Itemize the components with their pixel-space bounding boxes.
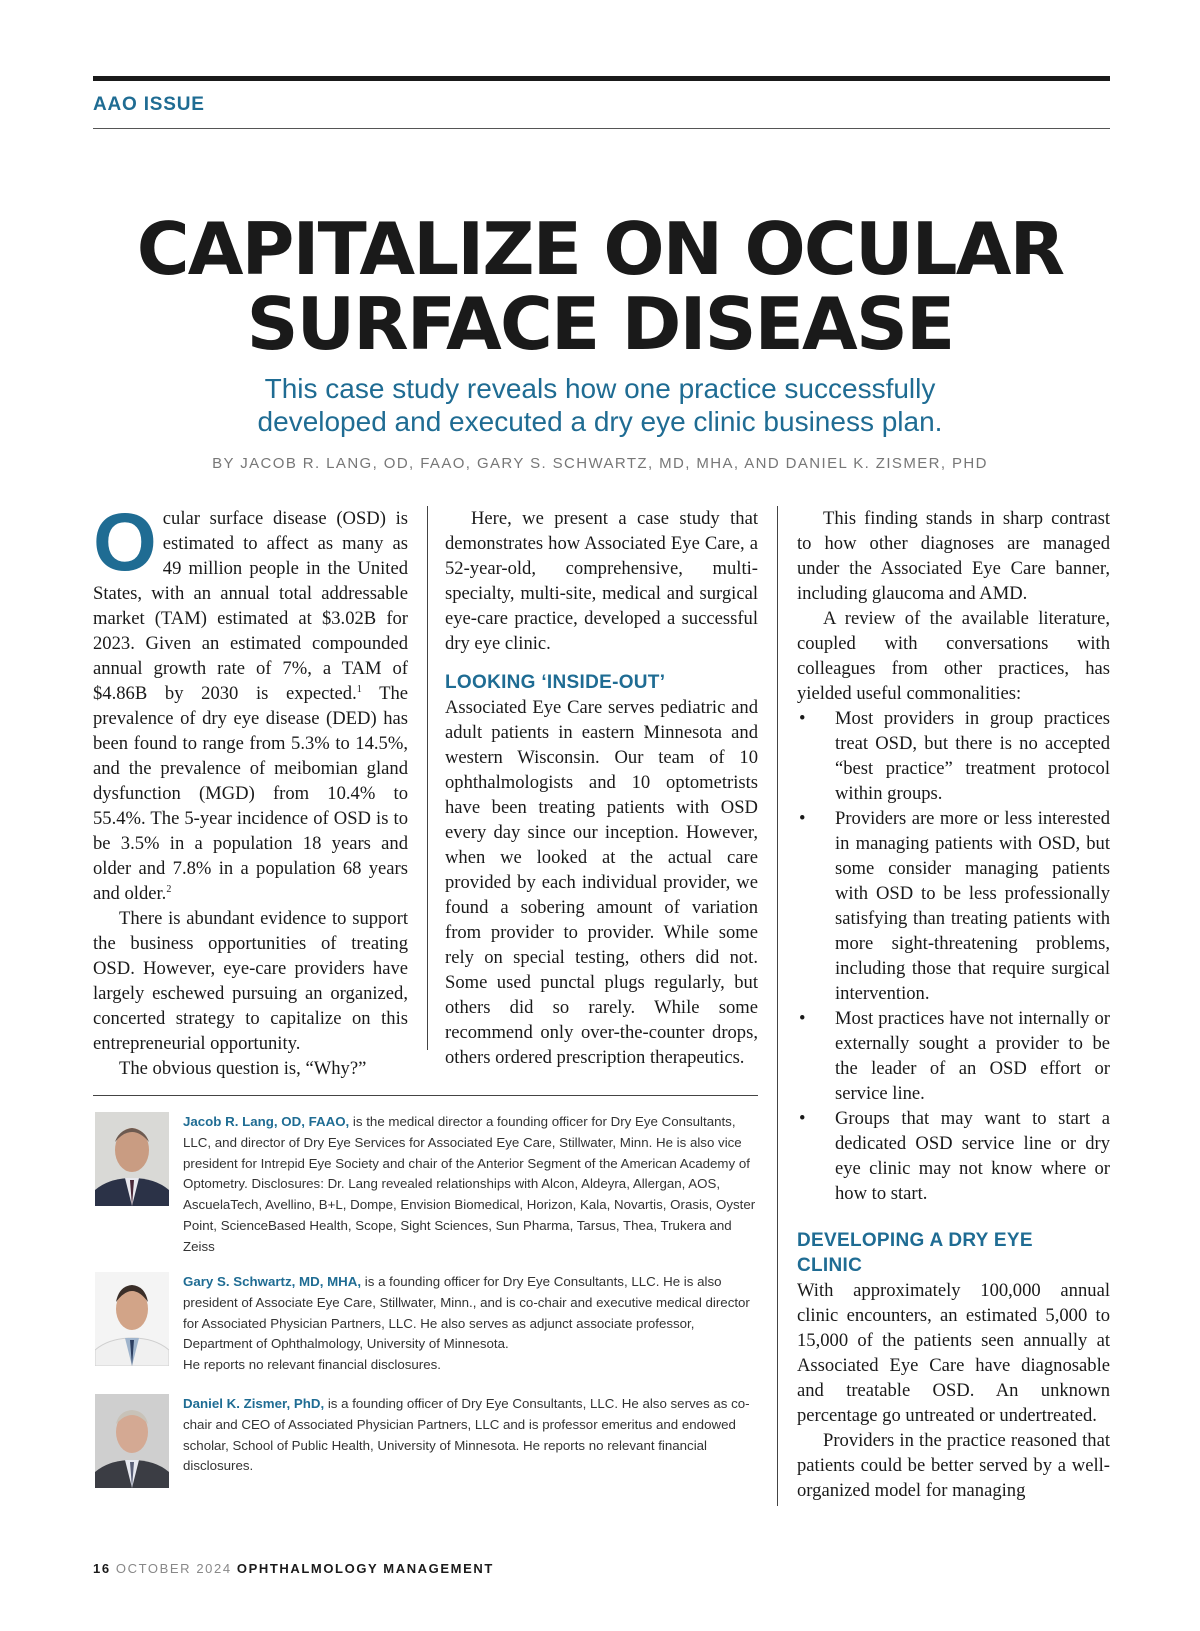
author-name: Daniel K. Zismer, PhD, [183,1396,325,1411]
paragraph-text: cular surface disease (OSD) is estimated to affect as many as 49 million people in the United States, with an annual total addressable market (TAM) estimated at $3.02B for 2023. Given an estimated compounded annual growth rate of 7%, a TAM of $4.86B by 2030 is expected. [93,508,408,704]
bio-text [183,1394,758,1477]
subtitle-line-1: This case study reveals how one practice successfully [264,373,936,404]
author-name: Jacob R. Lang, OD, FAAO, [183,1114,350,1129]
bio-body: is a founding officer of Dry Eye Consultants, LLC. He also serves as co-chair and CEO of Associated Physician Partners, LLC and is professor emeritus and endowed scholar, School of Public Health, University of Minnesota. He reports no relevant financial disclosures. [183,1396,750,1474]
paragraph: This finding stands in sharp contrast to how other diagnoses are managed under the Associated Eye Care banner, including glaucoma and AMD. [797,508,1110,604]
bio-text [183,1112,758,1258]
header-divider [93,128,1110,129]
bullet-list [797,706,1110,1206]
list-item: • Most practices have not internally or externally sought a provider to be the leader of an OSD effort or service line. [797,1006,1110,1106]
section-heading [797,1228,1110,1278]
bio-body: is the medical director a founding officer for Dry Eye Consultants, LLC, and director of Dry Eye Services for Associated Eye Care, Stillwater, Minn. He is also vice president for Intrepid Eye Society and chair of the Anterior Segment of the American Academy of Optometry. Disclosures: Dr. Lang revealed relationships with Alcon, Aldeyra, Allergan, AOS, AscuelaTech, Avellino, B+L, Dompe, Envision Biomedical, Horizon, Kala, Novartis, Orasis, Oyster Point, ScienceBased Health, Scope, Sight Sciences, Sun Pharma, Tarsus, Thea, Trukera and Zeiss [183,1114,756,1254]
paragraph: Here, we present a case study that demonstrates how Associated Eye Care, a 52-year-old, comprehensive, multi-specialty, multi-site, medical and surgical eye-care practice, developed a successful dry eye clinic. [445,508,758,654]
list-item: • Groups that may want to start a dedicated OSD service line or dry eye clinic may not know where or how to start. [797,1106,1110,1206]
article-title [60,207,1140,366]
list-item: • Most providers in group practices treat OSD, but there is no accepted “best practice” treatment protocol within groups. [797,706,1110,806]
column-3 [797,506,1110,1503]
reference-sup: 1 [356,683,362,695]
author-photo [95,1112,169,1206]
subtitle-line-2: developed and executed a dry eye clinic business plan. [257,406,943,437]
column-1 [93,497,408,1081]
issue-date: OCTOBER 2024 [115,1561,232,1576]
article-subtitle [150,372,1050,438]
paragraph-text: The prevalence of dry eye disease (DED) has been found to range from 5.3% to 14.5%, and the prevalence of meibomian gland dysfunction (MGD) from 10.4% to 55.4%. The 5-year incidence of OSD is to be 3.5% in a population 18 years and older and 7.8% in a population 68 years and older. [93,683,408,904]
heading-line-1: DEVELOPING A DRY EYE [797,1230,1033,1251]
paragraph: A review of the available literature, coupled with conversations with colleagues from other practices, has yielded useful commonalities: [797,608,1110,704]
title-line-1: CAPITALIZE ON OCULAR [136,207,1064,291]
heading-line-2: CLINIC [797,1255,863,1276]
bio-disclosure: He reports no relevant financial disclosures. [183,1357,441,1373]
section-heading: LOOKING ‘INSIDE-OUT’ [445,672,666,693]
reference-sup: 2 [166,883,172,895]
column-divider [777,506,778,1506]
magazine-name: OPHTHALMOLOGY MANAGEMENT [236,1561,494,1576]
section-tag: AAO ISSUE [93,94,205,115]
drop-cap: O [93,497,157,588]
column-divider [427,506,428,1050]
page-footer [93,1561,494,1576]
title-line-2: SURFACE DISEASE [246,282,954,366]
byline: BY JACOB R. LANG, OD, FAAO, GARY S. SCHWARTZ, MD, MHA, AND DANIEL K. ZISMER, PHD [212,455,988,472]
author-photo [95,1272,169,1366]
page-number: 16 [93,1561,111,1576]
paragraph: Associated Eye Care serves pediatric and adult patients in eastern Minnesota and western Wisconsin. Our team of 10 ophthalmologists and 10 optometrists have been treating patients with OSD every day since our inception. However, when we looked at the actual care provided by each individual provider, we found a sobering amount of variation from provider to provider. While some rely on special testing, others did not. Some used punctal plugs regularly, but others did so rarely. While some recommend only over-the-counter drops, others ordered prescription therapeutics. [445,697,758,1068]
column-2 [445,506,758,1070]
top-rule [93,76,1110,81]
paragraph: There is abundant evidence to support the business opportunities of treating OSD. However, eye-care providers have largely eschewed pursuing an organized, concerted strategy to capitalize on this entrepreneurial opportunity. [93,908,408,1054]
bio-body: is a founding officer for Dry Eye Consultants, LLC. He is also president of Associate Eye Care, Stillwater, Minn., and is co-chair and executive medical director for Associated Physician Partners, LLC. He also serves as adjunct associate professor, Department of Ophthalmology, University of Minnesota. [183,1274,750,1352]
bio-divider [93,1095,758,1096]
author-photo [95,1394,169,1488]
bio-text [183,1272,758,1376]
paragraph: With approximately 100,000 annual clinic encounters, an estimated 5,000 to 15,000 of the patients seen annually at Associated Eye Care have diagnosable and treatable OSD. An unknown percentage go untreated or undertreated. [797,1280,1110,1426]
paragraph: The obvious question is, “Why?” [119,1058,367,1079]
paragraph: Providers in the practice reasoned that patients could be better served by a well-organized model for managing [797,1430,1110,1501]
paragraph [93,497,408,906]
list-item: • Providers are more or less interested in managing patients with OSD, but some consider managing patients with OSD to be less professionally satisfying than treating patients with more sight-threatening problems, including those that require surgical intervention. [797,806,1110,1006]
author-name: Gary S. Schwartz, MD, MHA, [183,1274,362,1289]
